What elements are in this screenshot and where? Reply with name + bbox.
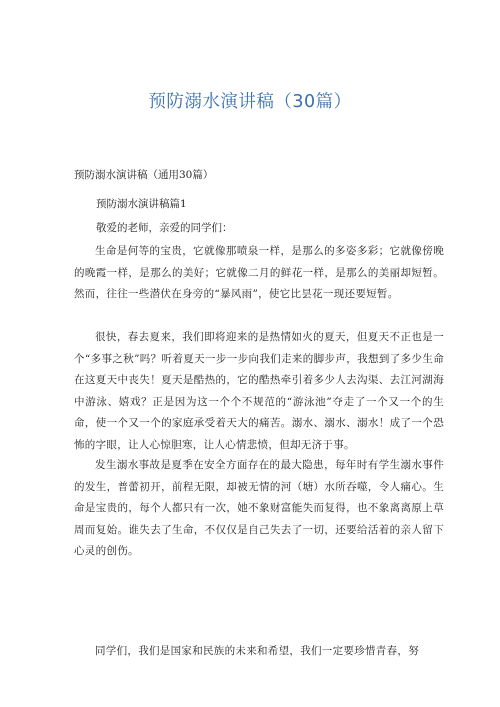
paragraph: 很快，春去夏来，我们即将迎来的是热情如火的夏天，但夏天不正也是一个“多事之秋”吗？听着夏天一步一步向我们走来的脚步声，我想到了多少生命在这夏天中丧失！夏天是酷热的，它的酷热牵引着多少人去沟渠、去江河湖海中游泳、嬉戏？正是因为这一个个不规范的“游泳池”夺走了一个又一个的生命，使一个又一个的家庭承受着天大的痛苦。溺水、溺水、溺水！成了一个恐怖的字眼，让人心惊胆寒，让人心情悲愤，但却无济于事。 [74,331,444,451]
paragraph: 同学们，我们是国家和民族的未来和希望，我们一定要珍惜青春，努 [95,645,419,657]
document-title: 预防溺水演讲稿（30篇） [148,92,352,112]
paragraph: 发生溺水事故是夏季在安全方面存在的最大隐患，每年时有学生溺水事件的发生，普蕾初开，前程无限，却被无情的河（塘）水所吞噬，令人痛心。生命是宝贵的，每个人都只有一次，她不象财富能失而复得，也不象离离原上草周而复始。谁失去了生命，不仅仅是自己失去了一切，还要给活着的亲人留下心灵的创伤。 [74,459,444,557]
paragraph: 生命是何等的宝贵，它就像那喷泉一样，是那么的多姿多彩；它就像傍晚的晚霞一样，是那么的美好；它就像二月的鲜花一样，是那么的美丽却短暂。然而，往往一些潜伏在身旁的“暴风雨”，使它比昙花一现还要短暂。 [74,245,444,300]
document-subtitle: 预防溺水演讲稿（通用30篇） [74,169,214,181]
greeting-line: 敬爱的老师，亲爱的同学们： [96,222,233,234]
section-heading: 预防溺水演讲稿篇1 [96,198,187,210]
